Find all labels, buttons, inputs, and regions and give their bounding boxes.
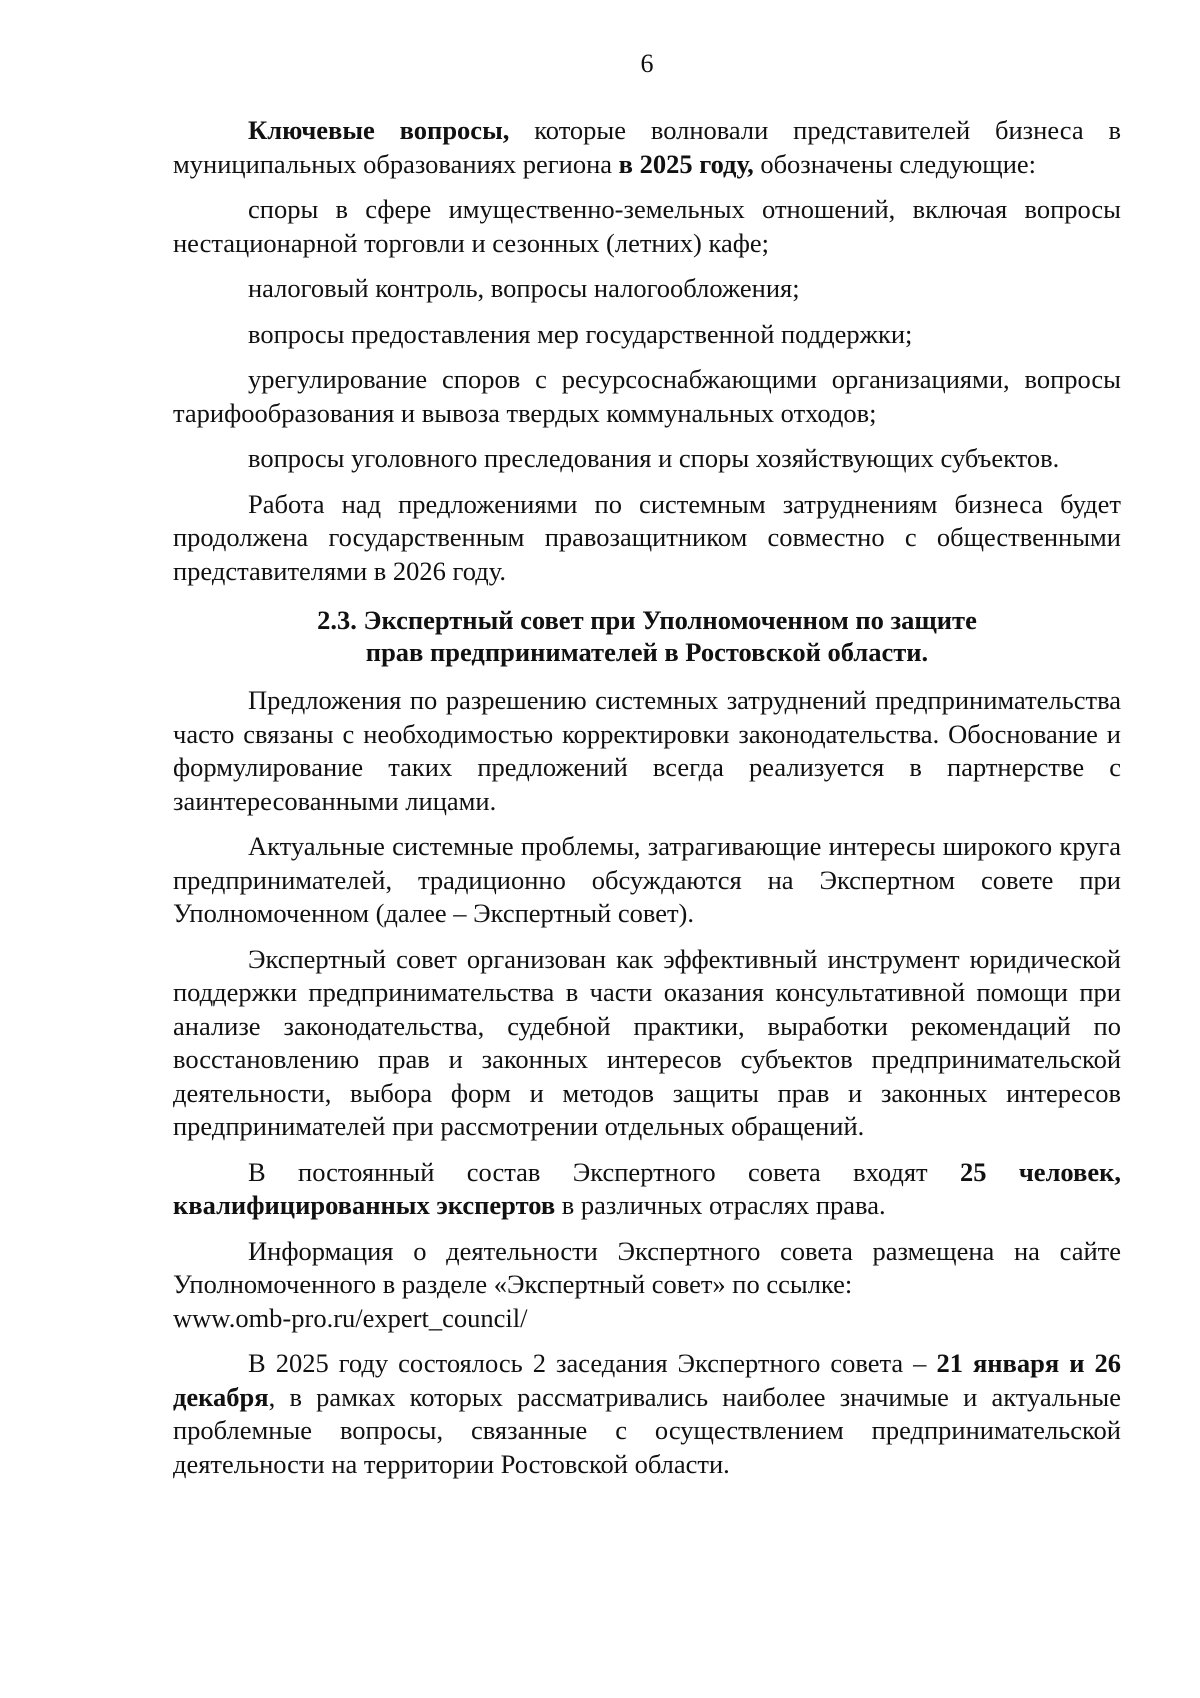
council-organization-paragraph: Экспертный совет организован как эффективный инструмент юридической поддержки предпринимательства в части оказания консультативной помощи при анализе законодательства, судебной практики, выработки рекомендаций по восстановлению прав и законных интересов субъектов предпринимательской деятельности, выбора форм и методов защиты прав и законных интересов предпринимателей при рассмотрении отдельных обращений.: [173, 943, 1121, 1141]
members-bold: 25 человек, квалифицированных экспертов: [173, 1156, 1121, 1220]
document-body: [173, 114, 1121, 1481]
page-number: 6: [640, 49, 654, 78]
work-paragraph: Работа над предложениями по системным затруднениям бизнеса будет продолжена государственным правозащитником совместно с общественными представителями в 2026 году.: [173, 488, 1121, 586]
section-heading-line-1: 2.3. Экспертный совет при Уполномоченном по защите: [317, 605, 977, 635]
issue-item-1: споры в сфере имущественно-земельных отношений, включая вопросы нестационарной торговли и сезонных (летних) кафе;: [173, 194, 1121, 258]
meetings-text-1: В 2025 году состоялось 2 заседания Экспертного совета –: [248, 1348, 937, 1378]
issue-item-3: вопросы предоставления мер государственной поддержки;: [248, 318, 913, 349]
meetings-text-2: , в рамках которых рассматривались наиболее значимые и актуальные проблемные вопросы, связанные с осуществлением предпринимательской деятельности на территории Ростовской области.: [173, 1381, 1121, 1479]
info-text: Информация о деятельности Экспертного совета размещена на сайте Уполномоченного в разделе «Экспертный совет» по ссылке:: [173, 1235, 1121, 1299]
members-text-2: в различных отраслях права.: [555, 1190, 886, 1220]
section-heading-line-2: прав предпринимателей в Ростовской области.: [365, 637, 929, 667]
members-text-1: В постоянный состав Экспертного совета входят: [248, 1156, 960, 1187]
section-heading: [173, 604, 1121, 668]
council-info-paragraph: [173, 1235, 1121, 1336]
proposals-paragraph: Предложения по разрешению системных затруднений предпринимательства часто связаны с необходимостью корректировки законодательства. Обоснование и формулирование таких предложений всегда реализуется в партнерстве с заинтересованными лицами.: [173, 685, 1121, 816]
meetings-dates-bold: 21 января и 26 декабря: [173, 1348, 1121, 1412]
key-issues-text-1: которые волновали представителей бизнеса в муниципальных образованиях региона: [173, 115, 1121, 179]
council-url-link[interactable]: www.omb-pro.ru/expert_council/: [173, 1302, 528, 1333]
key-issues-paragraph: [173, 114, 1121, 181]
meetings-paragraph: [173, 1347, 1121, 1481]
issue-item-2: налоговый контроль, вопросы налогообложения;: [248, 273, 800, 303]
key-issues-text-2: обозначены следующие:: [753, 148, 1037, 179]
council-members-paragraph: [173, 1156, 1121, 1223]
issue-item-5: вопросы уголовного преследования и споры хозяйствующих субъектов.: [248, 443, 1060, 473]
issue-item-4: урегулирование споров с ресурсоснабжающими организациями, вопросы тарифообразования и вывоза твердых коммунальных отходов;: [173, 364, 1121, 428]
key-issues-bold: Ключевые вопросы,: [248, 115, 510, 145]
actual-problems-paragraph: Актуальные системные проблемы, затрагивающие интересы широкого круга предпринимателей, традиционно обсуждаются на Экспертном совете при Уполномоченном (далее – Экспертный совет).: [173, 831, 1121, 928]
key-issues-year-bold: в 2025 году,: [618, 148, 754, 179]
